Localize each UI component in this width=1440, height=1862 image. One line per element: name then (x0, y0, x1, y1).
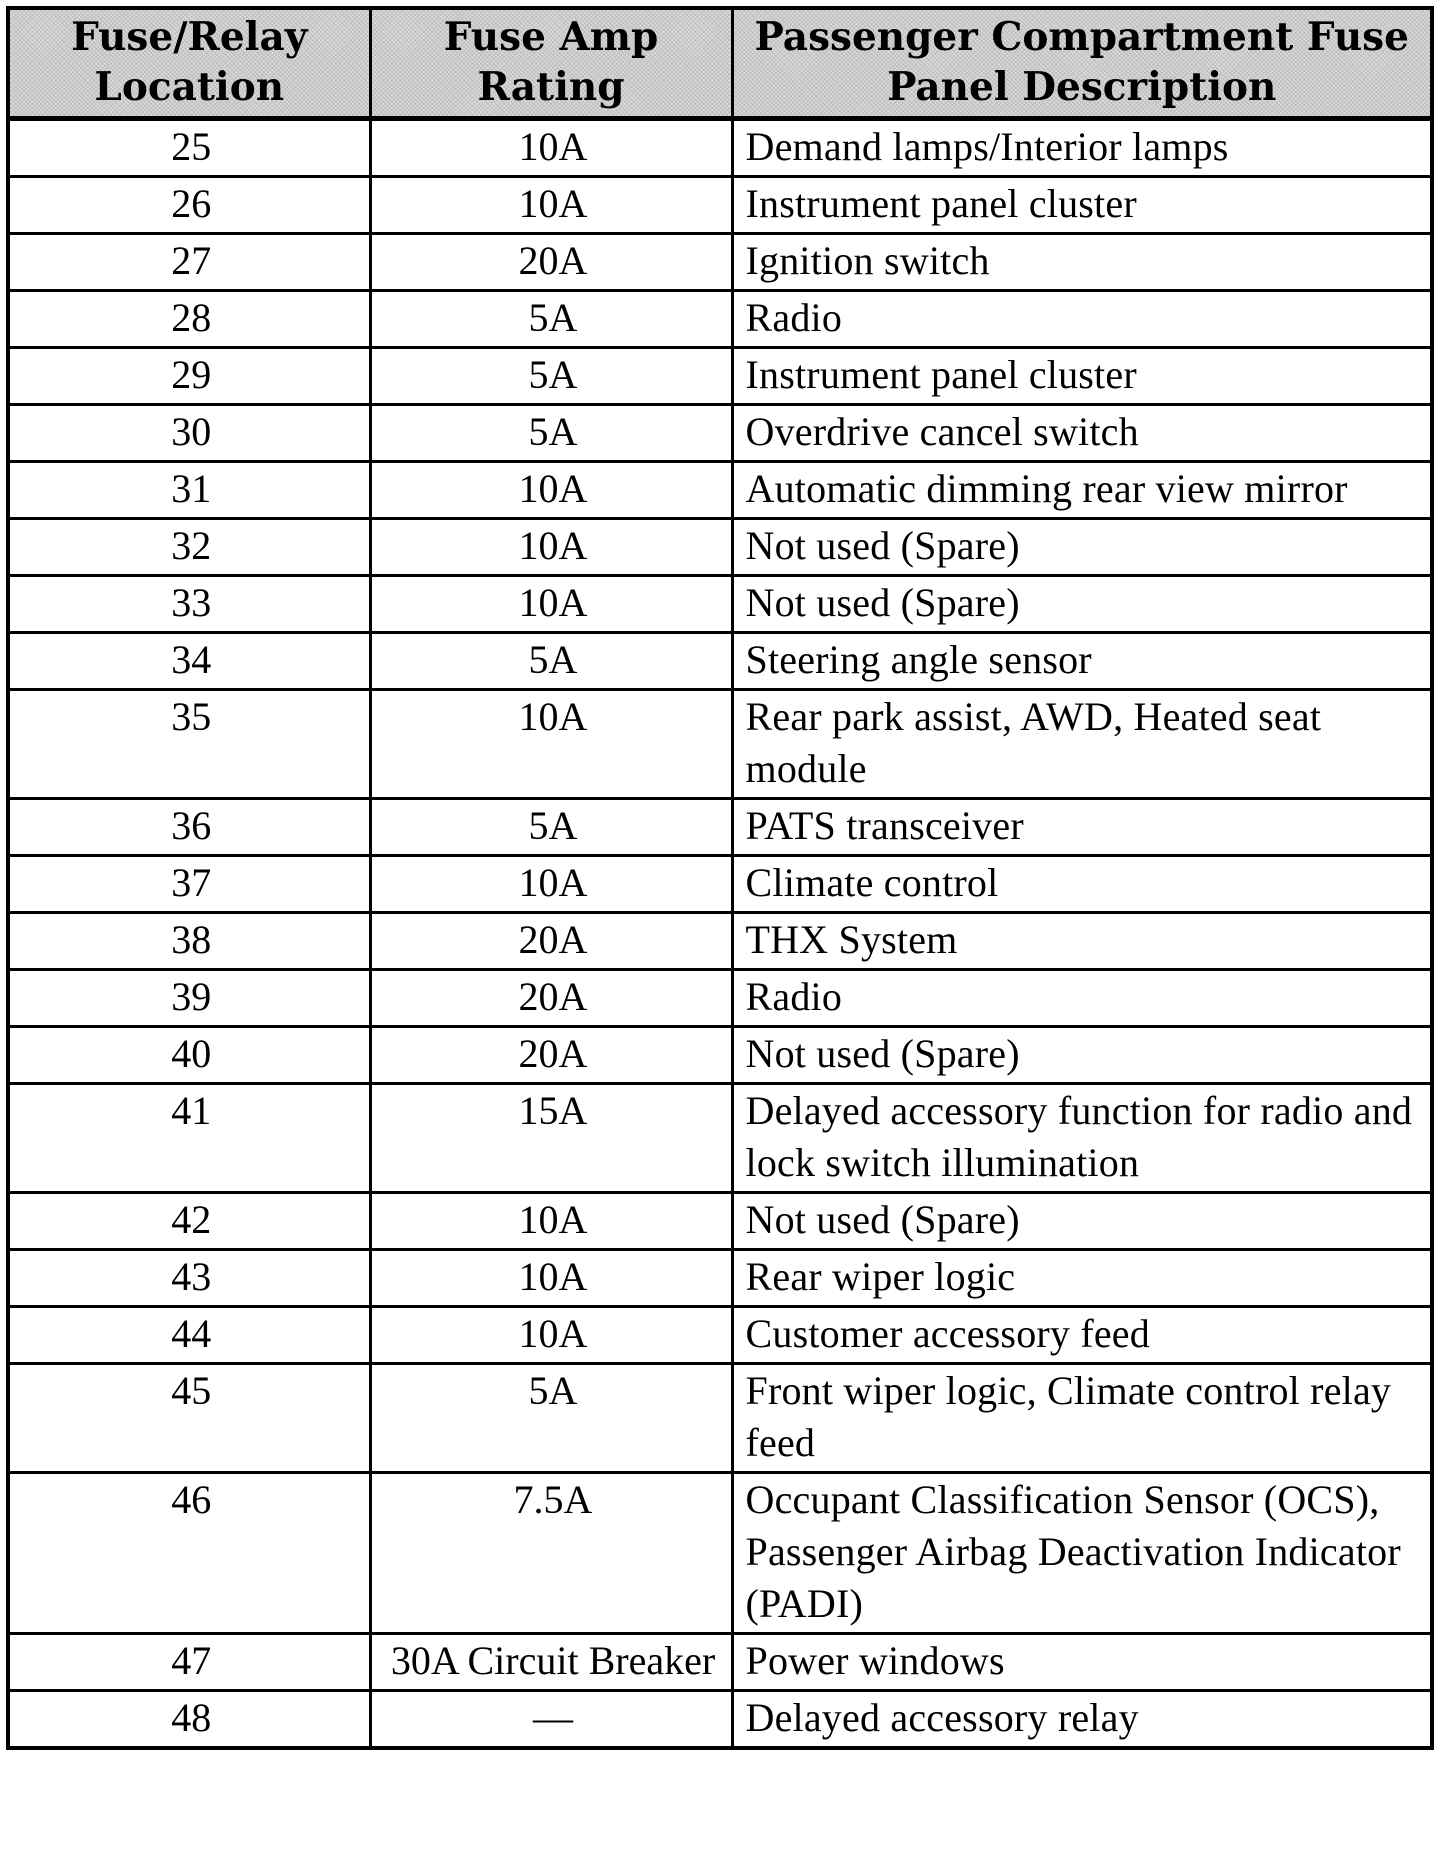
table-row (8, 1634, 1432, 1691)
cell-amp-rating: 10A (370, 1193, 732, 1250)
cell-amp-rating: 10A (370, 1307, 732, 1364)
cell-location: 39 (8, 970, 370, 1027)
cell-amp-rating: 20A (370, 234, 732, 291)
table-row (8, 1027, 1432, 1084)
header-description: Passenger Compartment Fuse Panel Description (732, 8, 1432, 119)
cell-amp-rating: 10A (370, 856, 732, 913)
cell-amp-rating: 10A (370, 576, 732, 633)
table-row (8, 405, 1432, 462)
cell-amp-rating: 10A (370, 462, 732, 519)
cell-amp-rating: 30A Circuit Breaker (370, 1634, 732, 1691)
table-row (8, 633, 1432, 690)
cell-location: 28 (8, 291, 370, 348)
cell-description: THX System (732, 913, 1432, 970)
cell-description: Ignition switch (732, 234, 1432, 291)
cell-amp-rating: 5A (370, 633, 732, 690)
table-body (8, 119, 1432, 1749)
cell-location: 38 (8, 913, 370, 970)
fuse-table (6, 6, 1434, 1750)
cell-location: 37 (8, 856, 370, 913)
cell-description: Radio (732, 970, 1432, 1027)
cell-location: 43 (8, 1250, 370, 1307)
cell-location: 26 (8, 177, 370, 234)
cell-location: 40 (8, 1027, 370, 1084)
table-row (8, 970, 1432, 1027)
cell-description: Not used (Spare) (732, 1193, 1432, 1250)
table-row (8, 690, 1432, 799)
cell-description: Occupant Classification Sensor (OCS), Passenger Airbag Deactivation Indicator (PADI) (732, 1473, 1432, 1634)
table-row (8, 1307, 1432, 1364)
cell-location: 45 (8, 1364, 370, 1473)
table-row (8, 1193, 1432, 1250)
cell-location: 46 (8, 1473, 370, 1634)
table-row (8, 462, 1432, 519)
cell-amp-rating: — (370, 1691, 732, 1749)
cell-description: Steering angle sensor (732, 633, 1432, 690)
cell-amp-rating: 5A (370, 1364, 732, 1473)
table-row (8, 576, 1432, 633)
table-row (8, 348, 1432, 405)
table-row (8, 119, 1432, 177)
cell-description: Overdrive cancel switch (732, 405, 1432, 462)
cell-amp-rating: 20A (370, 970, 732, 1027)
cell-description: Automatic dimming rear view mirror (732, 462, 1432, 519)
cell-amp-rating: 5A (370, 291, 732, 348)
cell-amp-rating: 10A (370, 119, 732, 177)
cell-amp-rating: 10A (370, 177, 732, 234)
cell-location: 30 (8, 405, 370, 462)
table-row (8, 913, 1432, 970)
header-location: Fuse/Relay Location (8, 8, 370, 119)
cell-amp-rating: 10A (370, 690, 732, 799)
cell-location: 35 (8, 690, 370, 799)
cell-amp-rating: 5A (370, 405, 732, 462)
header-row (8, 8, 1432, 119)
cell-location: 36 (8, 799, 370, 856)
cell-description: Not used (Spare) (732, 519, 1432, 576)
cell-description: Delayed accessory function for radio and lock switch illumination (732, 1084, 1432, 1193)
cell-location: 27 (8, 234, 370, 291)
table-row (8, 1691, 1432, 1749)
table-row (8, 177, 1432, 234)
cell-description: Customer accessory feed (732, 1307, 1432, 1364)
table-row (8, 234, 1432, 291)
cell-location: 42 (8, 1193, 370, 1250)
cell-description: Power windows (732, 1634, 1432, 1691)
cell-amp-rating: 10A (370, 1250, 732, 1307)
cell-description: Radio (732, 291, 1432, 348)
header-amp-rating: Fuse Amp Rating (370, 8, 732, 119)
cell-description: Delayed accessory relay (732, 1691, 1432, 1749)
cell-location: 48 (8, 1691, 370, 1749)
cell-description: Not used (Spare) (732, 1027, 1432, 1084)
cell-amp-rating: 20A (370, 1027, 732, 1084)
cell-location: 34 (8, 633, 370, 690)
table-header (8, 8, 1432, 119)
cell-description: Not used (Spare) (732, 576, 1432, 633)
table-row (8, 1084, 1432, 1193)
cell-location: 47 (8, 1634, 370, 1691)
cell-amp-rating: 10A (370, 519, 732, 576)
cell-description: Instrument panel cluster (732, 177, 1432, 234)
table-row (8, 1250, 1432, 1307)
cell-location: 29 (8, 348, 370, 405)
cell-description: Climate control (732, 856, 1432, 913)
cell-amp-rating: 15A (370, 1084, 732, 1193)
table-row (8, 1473, 1432, 1634)
cell-description: Demand lamps/Interior lamps (732, 119, 1432, 177)
cell-amp-rating: 7.5A (370, 1473, 732, 1634)
cell-location: 44 (8, 1307, 370, 1364)
table-row (8, 799, 1432, 856)
cell-description: Front wiper logic, Climate control relay feed (732, 1364, 1432, 1473)
cell-description: Rear park assist, AWD, Heated seat module (732, 690, 1432, 799)
table-row (8, 1364, 1432, 1473)
cell-description: Rear wiper logic (732, 1250, 1432, 1307)
cell-description: Instrument panel cluster (732, 348, 1432, 405)
cell-amp-rating: 20A (370, 913, 732, 970)
cell-location: 32 (8, 519, 370, 576)
cell-location: 41 (8, 1084, 370, 1193)
table-row (8, 291, 1432, 348)
cell-amp-rating: 5A (370, 348, 732, 405)
cell-description: PATS transceiver (732, 799, 1432, 856)
cell-location: 25 (8, 119, 370, 177)
table-row (8, 856, 1432, 913)
table-row (8, 519, 1432, 576)
cell-location: 31 (8, 462, 370, 519)
cell-location: 33 (8, 576, 370, 633)
cell-amp-rating: 5A (370, 799, 732, 856)
